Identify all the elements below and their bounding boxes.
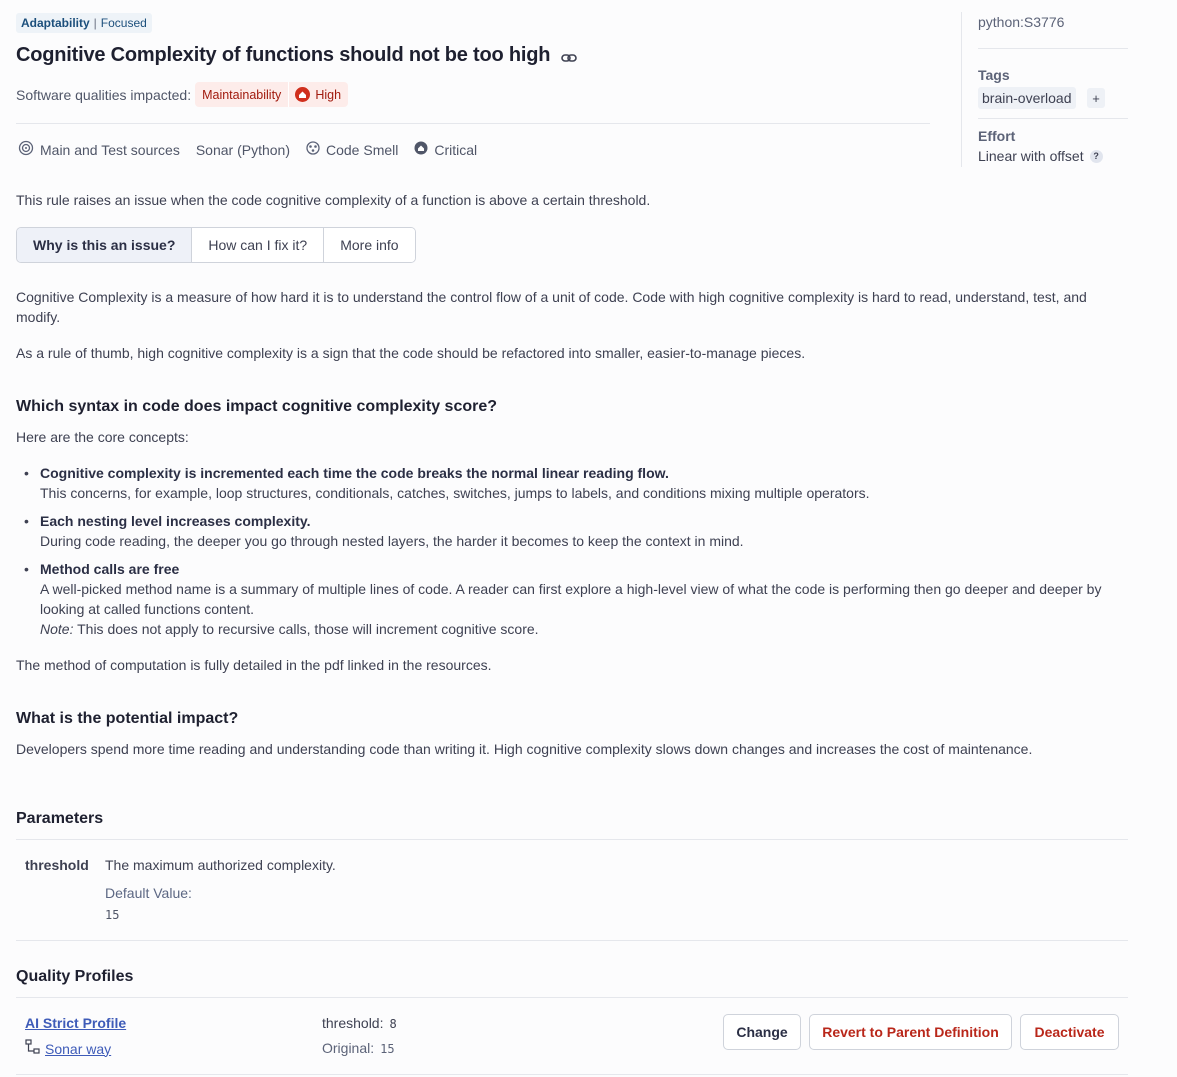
revert-button[interactable]: Revert to Parent Definition xyxy=(809,1014,1012,1050)
tab-why-issue[interactable]: Why is this an issue? xyxy=(17,228,192,262)
profile-param-value: 8 xyxy=(389,1017,397,1031)
scope-item xyxy=(18,140,180,159)
divider xyxy=(978,48,1128,49)
high-severity-icon xyxy=(295,87,310,102)
attribute-category: Adaptability xyxy=(21,16,90,30)
parent-profile-row[interactable] xyxy=(25,1039,111,1058)
effort-label: Effort xyxy=(978,128,1016,144)
help-icon[interactable]: ? xyxy=(1090,150,1103,163)
sidebar-divider xyxy=(961,12,962,167)
title-row xyxy=(16,44,578,67)
quality-severity xyxy=(289,82,348,107)
quality-impact-pill[interactable] xyxy=(195,82,348,107)
original-label: Original: xyxy=(322,1040,375,1056)
tag[interactable]: brain-overload xyxy=(978,87,1076,109)
effort-value-row xyxy=(978,148,1103,164)
profile-param xyxy=(322,1015,397,1031)
list-item-text: During code reading, the deeper you go through nested layers, the harder it becomes to keep the context in mind. xyxy=(40,533,744,549)
change-button[interactable]: Change xyxy=(723,1014,801,1050)
list-item-title: • Cognitive complexity is incremented each time the code breaks the normal linear reading flow. xyxy=(40,465,669,481)
divider xyxy=(978,118,1128,119)
tab-more-info[interactable]: More info xyxy=(324,228,414,262)
repository-label: Sonar (Python) xyxy=(195,141,290,158)
effort-value: Linear with offset xyxy=(978,148,1084,164)
profile-param-label: threshold: xyxy=(322,1015,384,1031)
parent-profile-link[interactable]: Sonar way xyxy=(45,1040,112,1057)
tags-label: Tags xyxy=(978,67,1010,83)
divider xyxy=(16,1074,1128,1075)
target-icon xyxy=(18,140,34,159)
divider xyxy=(16,123,930,124)
repository-item xyxy=(196,142,290,158)
list-item xyxy=(24,463,1124,503)
scope-label: Main and Test sources xyxy=(40,141,180,158)
clean-code-attribute-badge xyxy=(16,13,152,33)
software-qualities-row xyxy=(16,82,348,107)
list-item-note xyxy=(40,619,1124,639)
list-item-text: This concerns, for example, loop structures, conditionals, catches, switches, jumps to labels, and conditions mixing multiple operators. xyxy=(40,485,870,501)
concepts-list xyxy=(24,463,1124,647)
critical-severity-icon xyxy=(414,141,428,158)
note-text: This does not apply to recursive calls, those will increment cognitive score. xyxy=(73,621,539,637)
type-item xyxy=(306,141,398,158)
list-item xyxy=(24,559,1124,639)
paragraph: Here are the core concepts: xyxy=(16,429,189,445)
severity-meta-label: Critical xyxy=(434,141,478,158)
profile-link[interactable]: AI Strict Profile xyxy=(25,1015,127,1031)
list-item-title: • Each nesting level increases complexity. xyxy=(40,513,311,529)
note-label: Note: xyxy=(40,621,74,637)
list-item-title: • Method calls are free xyxy=(40,561,180,577)
list-item xyxy=(24,511,1124,551)
qualities-label: Software qualities impacted: xyxy=(16,86,192,103)
deactivate-button[interactable]: Deactivate xyxy=(1020,1014,1119,1050)
parameters-heading: Parameters xyxy=(16,810,104,827)
paragraph: As a rule of thumb, high cognitive complexity is a sign that the code should be refactored into smaller, easier-to-manage pieces. xyxy=(16,345,806,361)
default-value-label: Default Value: xyxy=(105,885,192,901)
divider xyxy=(16,839,1128,840)
code-smell-icon xyxy=(306,141,320,158)
original-value: 15 xyxy=(380,1042,395,1056)
quality-profiles-heading: Quality Profiles xyxy=(16,968,134,985)
badge-separator: | xyxy=(93,16,97,30)
section-heading: Which syntax in code does impact cognitive complexity score? xyxy=(16,398,498,415)
paragraph: Developers spend more time reading and understanding code than writing it. High cognitive complexity slows down changes and increases the cost of maintenance. xyxy=(16,741,1033,757)
rule-short-description: This rule raises an issue when the code cognitive complexity of a function is above a certain threshold. xyxy=(16,192,651,208)
severity-item xyxy=(414,141,477,158)
divider xyxy=(16,940,1128,941)
parameter-description: The maximum authorized complexity. xyxy=(105,857,336,873)
paragraph: The method of computation is fully detailed in the pdf linked in the resources. xyxy=(16,657,492,673)
page-title: Cognitive Complexity of functions should not be too high xyxy=(16,44,551,66)
divider xyxy=(16,997,1128,998)
rule-tabs xyxy=(16,227,416,263)
severity-label: High xyxy=(315,87,342,102)
inheritance-icon xyxy=(25,1039,41,1058)
quality-name: Maintainability xyxy=(195,82,289,107)
parameter-key: threshold xyxy=(25,857,89,873)
section-heading: What is the potential impact? xyxy=(16,710,239,727)
add-tag-button[interactable]: + xyxy=(1087,88,1105,108)
rule-meta-row xyxy=(18,140,477,159)
attribute-name: Focused xyxy=(100,16,147,30)
rule-key: python:S3776 xyxy=(978,14,1065,30)
original-param xyxy=(322,1040,395,1056)
default-value: 15 xyxy=(105,908,120,922)
type-label: Code Smell xyxy=(326,141,399,158)
paragraph: Cognitive Complexity is a measure of how hard it is to understand the control flow of a unit of code. Code with high cognitive complexity is hard to read, understand, test, and modify. xyxy=(16,289,1087,325)
list-item-text: A well-picked method name is a summary of multiple lines of code. A reader can first explore a high-level view of what the code is performing then go deeper and deeper by looking at called functions content. xyxy=(40,581,1102,617)
link-icon[interactable] xyxy=(560,49,578,67)
tab-how-to-fix[interactable]: How can I fix it? xyxy=(192,228,324,262)
